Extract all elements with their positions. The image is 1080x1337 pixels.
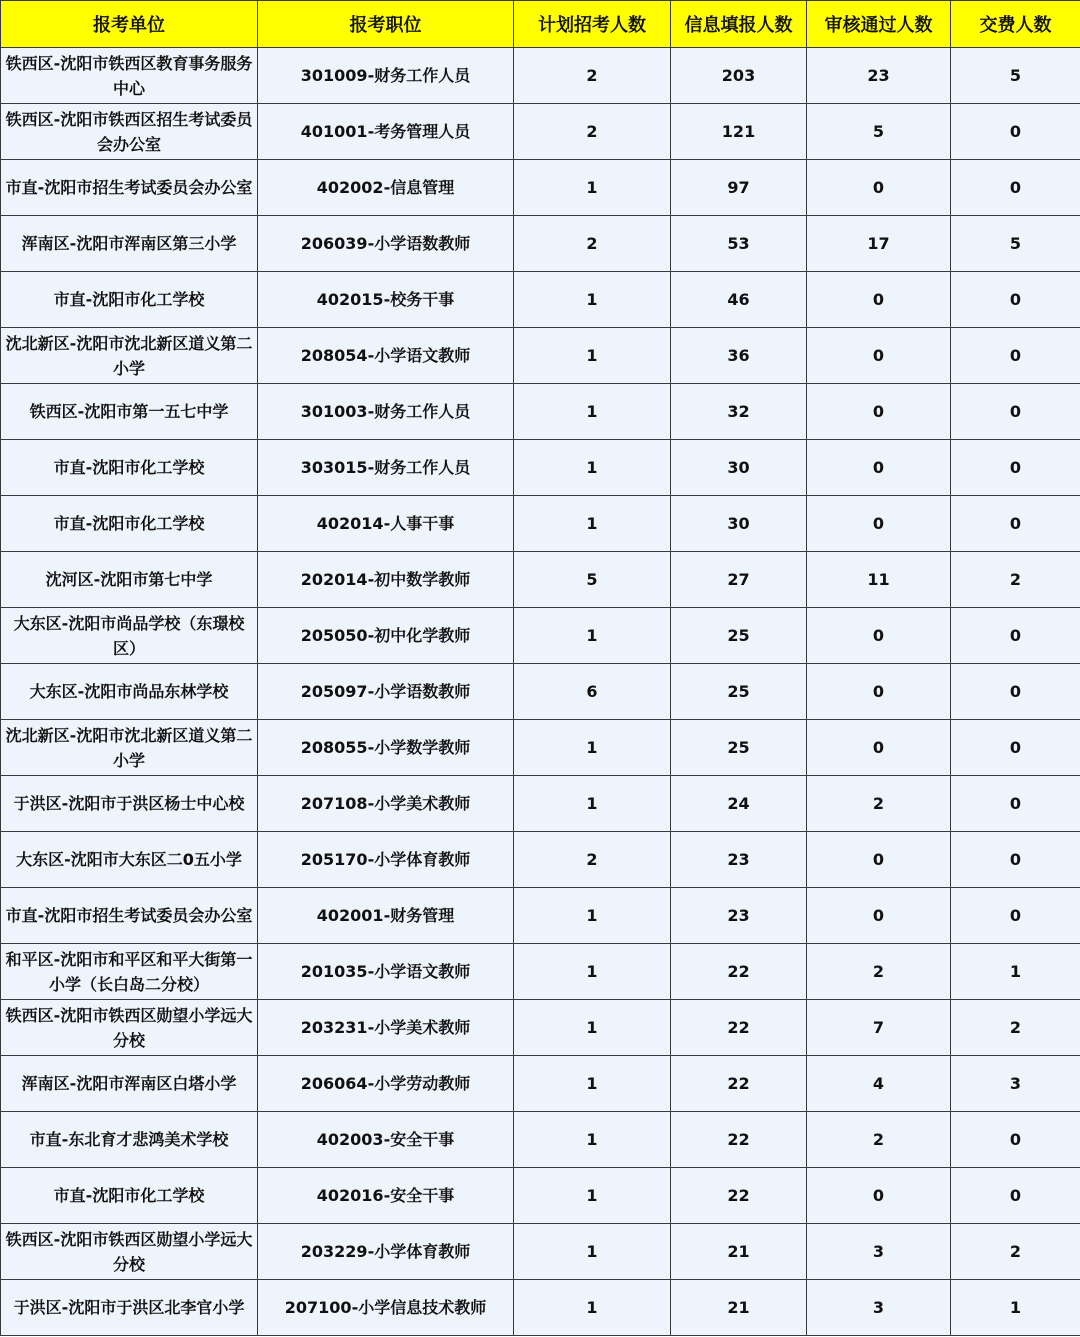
table-row (1, 552, 1080, 608)
table-row (1, 328, 1080, 384)
cell-approved: 2 (807, 776, 951, 832)
cell-position: 402003-安全干事 (258, 1112, 514, 1168)
cell-approved: 0 (807, 328, 951, 384)
cell-paid: 2 (951, 1224, 1080, 1280)
cell-unit: 于洪区-沈阳市于洪区北李官小学 (1, 1280, 258, 1336)
cell-unit: 大东区-沈阳市大东区二0五小学 (1, 832, 258, 888)
cell-paid: 5 (951, 48, 1080, 104)
cell-paid: 0 (951, 104, 1080, 160)
cell-unit: 大东区-沈阳市尚品学校（东璟校区） (1, 608, 258, 664)
table-row (1, 272, 1080, 328)
cell-approved: 0 (807, 272, 951, 328)
table-row (1, 608, 1080, 664)
cell-planned: 1 (514, 1168, 671, 1224)
cell-position: 402001-财务管理 (258, 888, 514, 944)
cell-approved: 0 (807, 496, 951, 552)
cell-planned: 1 (514, 272, 671, 328)
table-row (1, 1224, 1080, 1280)
table-row (1, 1280, 1080, 1336)
cell-unit: 市直-沈阳市化工学校 (1, 272, 258, 328)
cell-registered: 27 (671, 552, 807, 608)
cell-position: 206064-小学劳动教师 (258, 1056, 514, 1112)
cell-position: 402014-人事干事 (258, 496, 514, 552)
table-row (1, 384, 1080, 440)
cell-planned: 1 (514, 944, 671, 1000)
table-body (1, 48, 1080, 1336)
cell-registered: 21 (671, 1280, 807, 1336)
cell-registered: 36 (671, 328, 807, 384)
cell-registered: 32 (671, 384, 807, 440)
cell-registered: 121 (671, 104, 807, 160)
cell-planned: 1 (514, 328, 671, 384)
cell-registered: 25 (671, 608, 807, 664)
cell-planned: 1 (514, 1224, 671, 1280)
cell-registered: 30 (671, 496, 807, 552)
cell-planned: 1 (514, 496, 671, 552)
cell-unit: 市直-东北育才悲鸿美术学校 (1, 1112, 258, 1168)
cell-registered: 25 (671, 720, 807, 776)
cell-approved: 0 (807, 720, 951, 776)
cell-registered: 97 (671, 160, 807, 216)
cell-approved: 2 (807, 1112, 951, 1168)
cell-registered: 30 (671, 440, 807, 496)
cell-registered: 25 (671, 664, 807, 720)
cell-unit: 市直-沈阳市化工学校 (1, 496, 258, 552)
cell-registered: 22 (671, 1000, 807, 1056)
header-position: 报考职位 (258, 1, 514, 48)
cell-registered: 22 (671, 1056, 807, 1112)
cell-paid: 0 (951, 496, 1080, 552)
cell-paid: 0 (951, 664, 1080, 720)
cell-unit: 铁西区-沈阳市铁西区教育事务服务中心 (1, 48, 258, 104)
cell-approved: 0 (807, 888, 951, 944)
cell-position: 206039-小学语数教师 (258, 216, 514, 272)
cell-planned: 1 (514, 384, 671, 440)
cell-planned: 1 (514, 1280, 671, 1336)
header-paid: 交费人数 (951, 1, 1080, 48)
cell-position: 205170-小学体育教师 (258, 832, 514, 888)
table-row (1, 776, 1080, 832)
cell-approved: 17 (807, 216, 951, 272)
cell-planned: 2 (514, 48, 671, 104)
cell-planned: 5 (514, 552, 671, 608)
cell-approved: 7 (807, 1000, 951, 1056)
cell-planned: 1 (514, 608, 671, 664)
cell-position: 208054-小学语文教师 (258, 328, 514, 384)
cell-approved: 0 (807, 384, 951, 440)
cell-planned: 1 (514, 160, 671, 216)
cell-unit: 于洪区-沈阳市于洪区杨士中心校 (1, 776, 258, 832)
cell-unit: 铁西区-沈阳市铁西区勋望小学远大分校 (1, 1224, 258, 1280)
cell-approved: 0 (807, 160, 951, 216)
cell-unit: 市直-沈阳市化工学校 (1, 440, 258, 496)
cell-position: 207108-小学美术教师 (258, 776, 514, 832)
cell-paid: 0 (951, 888, 1080, 944)
cell-paid: 1 (951, 1280, 1080, 1336)
header-row (1, 1, 1080, 48)
cell-registered: 22 (671, 944, 807, 1000)
cell-paid: 0 (951, 832, 1080, 888)
cell-unit: 市直-沈阳市招生考试委员会办公室 (1, 888, 258, 944)
cell-position: 301003-财务工作人员 (258, 384, 514, 440)
cell-position: 402016-安全干事 (258, 1168, 514, 1224)
cell-position: 203229-小学体育教师 (258, 1224, 514, 1280)
cell-unit: 市直-沈阳市化工学校 (1, 1168, 258, 1224)
cell-position: 402015-校务干事 (258, 272, 514, 328)
table-row (1, 888, 1080, 944)
cell-registered: 23 (671, 888, 807, 944)
cell-planned: 1 (514, 776, 671, 832)
table-row (1, 1056, 1080, 1112)
cell-registered: 24 (671, 776, 807, 832)
table-row (1, 160, 1080, 216)
cell-registered: 203 (671, 48, 807, 104)
cell-paid: 3 (951, 1056, 1080, 1112)
cell-position: 202014-初中数学教师 (258, 552, 514, 608)
cell-unit: 大东区-沈阳市尚品东林学校 (1, 664, 258, 720)
cell-position: 401001-考务管理人员 (258, 104, 514, 160)
cell-planned: 1 (514, 720, 671, 776)
table-row (1, 720, 1080, 776)
cell-paid: 1 (951, 944, 1080, 1000)
cell-position: 207100-小学信息技术教师 (258, 1280, 514, 1336)
header-unit: 报考单位 (1, 1, 258, 48)
cell-paid: 0 (951, 608, 1080, 664)
cell-position: 301009-财务工作人员 (258, 48, 514, 104)
cell-approved: 3 (807, 1280, 951, 1336)
cell-planned: 2 (514, 216, 671, 272)
cell-approved: 0 (807, 440, 951, 496)
table-row (1, 1112, 1080, 1168)
cell-unit: 沈北新区-沈阳市沈北新区道义第二小学 (1, 328, 258, 384)
cell-unit: 和平区-沈阳市和平区和平大街第一小学（长白岛二分校） (1, 944, 258, 1000)
table-header (1, 1, 1080, 48)
cell-approved: 4 (807, 1056, 951, 1112)
table-row (1, 944, 1080, 1000)
cell-paid: 0 (951, 328, 1080, 384)
cell-paid: 2 (951, 552, 1080, 608)
cell-approved: 0 (807, 1168, 951, 1224)
cell-position: 205097-小学语数教师 (258, 664, 514, 720)
cell-unit: 沈北新区-沈阳市沈北新区道义第二小学 (1, 720, 258, 776)
cell-planned: 1 (514, 1000, 671, 1056)
cell-unit: 浑南区-沈阳市浑南区第三小学 (1, 216, 258, 272)
table-row (1, 216, 1080, 272)
cell-planned: 1 (514, 1056, 671, 1112)
table-row (1, 440, 1080, 496)
cell-registered: 53 (671, 216, 807, 272)
table-row (1, 1168, 1080, 1224)
cell-paid: 2 (951, 1000, 1080, 1056)
table-row (1, 1000, 1080, 1056)
cell-approved: 5 (807, 104, 951, 160)
header-approved: 审核通过人数 (807, 1, 951, 48)
cell-position: 203231-小学美术教师 (258, 1000, 514, 1056)
table-row (1, 664, 1080, 720)
cell-position: 208055-小学数学教师 (258, 720, 514, 776)
header-planned: 计划招考人数 (514, 1, 671, 48)
cell-registered: 22 (671, 1112, 807, 1168)
cell-approved: 11 (807, 552, 951, 608)
cell-registered: 21 (671, 1224, 807, 1280)
cell-unit: 市直-沈阳市招生考试委员会办公室 (1, 160, 258, 216)
cell-position: 205050-初中化学教师 (258, 608, 514, 664)
table-row (1, 104, 1080, 160)
cell-paid: 0 (951, 776, 1080, 832)
cell-registered: 23 (671, 832, 807, 888)
table-row (1, 496, 1080, 552)
cell-unit: 铁西区-沈阳市铁西区勋望小学远大分校 (1, 1000, 258, 1056)
cell-paid: 0 (951, 720, 1080, 776)
cell-unit: 浑南区-沈阳市浑南区白塔小学 (1, 1056, 258, 1112)
cell-paid: 0 (951, 1168, 1080, 1224)
cell-paid: 0 (951, 272, 1080, 328)
cell-approved: 0 (807, 608, 951, 664)
cell-paid: 0 (951, 160, 1080, 216)
cell-approved: 2 (807, 944, 951, 1000)
cell-position: 201035-小学语文教师 (258, 944, 514, 1000)
cell-paid: 5 (951, 216, 1080, 272)
cell-planned: 2 (514, 832, 671, 888)
cell-paid: 0 (951, 440, 1080, 496)
cell-planned: 1 (514, 888, 671, 944)
cell-registered: 46 (671, 272, 807, 328)
cell-approved: 3 (807, 1224, 951, 1280)
cell-unit: 沈河区-沈阳市第七中学 (1, 552, 258, 608)
cell-unit: 铁西区-沈阳市第一五七中学 (1, 384, 258, 440)
cell-unit: 铁西区-沈阳市铁西区招生考试委员会办公室 (1, 104, 258, 160)
cell-paid: 0 (951, 1112, 1080, 1168)
table-row (1, 48, 1080, 104)
cell-planned: 1 (514, 440, 671, 496)
cell-planned: 1 (514, 1112, 671, 1168)
table-row (1, 832, 1080, 888)
cell-approved: 23 (807, 48, 951, 104)
cell-approved: 0 (807, 832, 951, 888)
cell-planned: 2 (514, 104, 671, 160)
cell-approved: 0 (807, 664, 951, 720)
cell-planned: 6 (514, 664, 671, 720)
cell-paid: 0 (951, 384, 1080, 440)
cell-position: 303015-财务工作人员 (258, 440, 514, 496)
cell-registered: 22 (671, 1168, 807, 1224)
header-registered: 信息填报人数 (671, 1, 807, 48)
cell-position: 402002-信息管理 (258, 160, 514, 216)
